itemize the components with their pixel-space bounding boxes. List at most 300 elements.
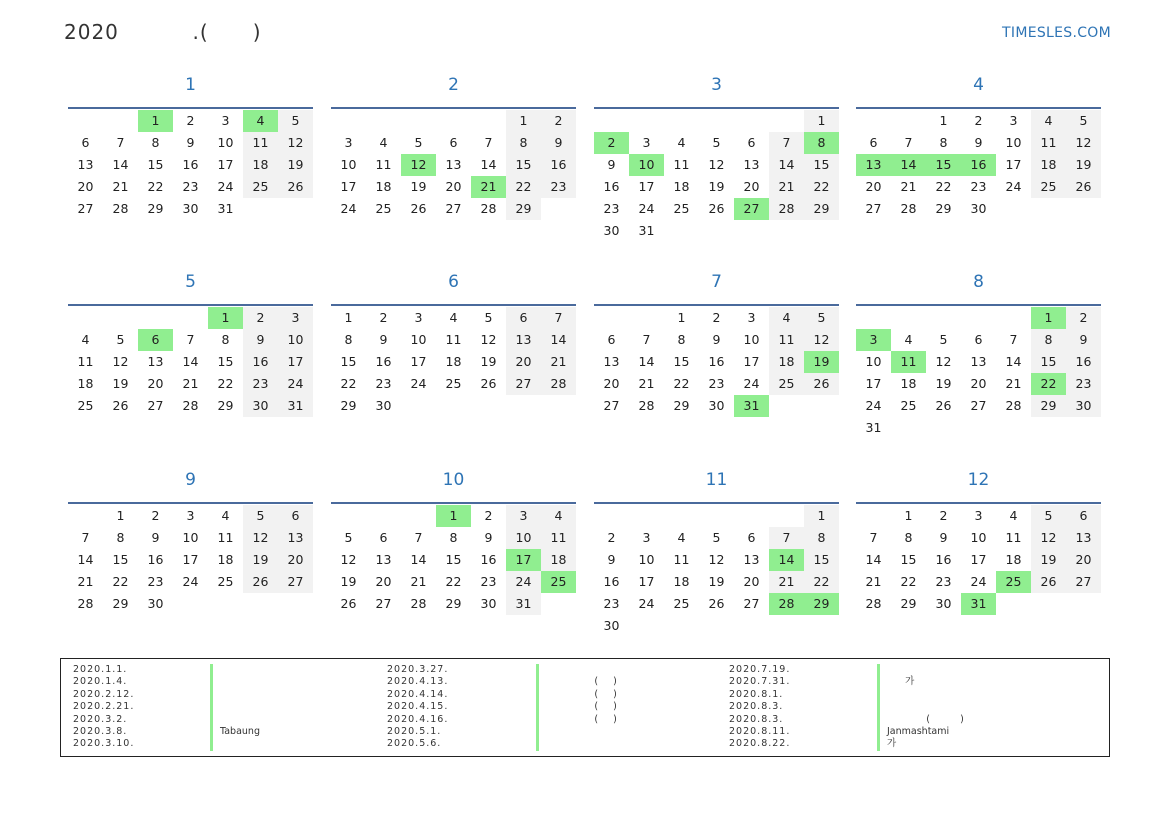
day-cell: 19	[243, 549, 278, 571]
day-cell: 23	[243, 373, 278, 395]
day-cell: 7	[484, 135, 493, 150]
empty-day-cell	[891, 110, 926, 132]
day-cell: 25	[673, 596, 690, 611]
month-3	[594, 74, 839, 242]
day-cell: 10	[278, 329, 313, 351]
month-divider	[594, 502, 839, 504]
holiday-day-cell: 1	[1031, 307, 1066, 329]
day-cell: 20	[743, 179, 760, 194]
empty-day-cell	[734, 505, 769, 527]
day-cell: 17	[970, 552, 987, 567]
day-cell: 6	[278, 505, 313, 527]
day-cell: 6	[506, 307, 541, 329]
day-cell: 17	[340, 179, 357, 194]
day-cell: 5	[484, 310, 493, 325]
day-cell: 11	[1005, 530, 1022, 545]
day-cell: 16	[603, 179, 620, 194]
legend-date: 2020.3.2.	[73, 713, 128, 725]
day-cell: 14	[182, 354, 199, 369]
day-cell: 4	[81, 332, 90, 347]
day-cell: 5	[278, 110, 313, 132]
day-cell: 18	[243, 154, 278, 176]
day-cell: 28	[865, 596, 882, 611]
day-cell: 27	[743, 596, 760, 611]
day-cell: 29	[340, 398, 357, 413]
day-cell: 22	[900, 574, 917, 589]
month-9	[68, 469, 313, 615]
day-cell: 18	[900, 376, 917, 391]
empty-day-cell	[471, 110, 506, 132]
legend-row	[61, 726, 1101, 738]
legend-column	[61, 664, 1101, 751]
day-cell: 29	[217, 398, 234, 413]
day-cell: 20	[603, 376, 620, 391]
legend-holiday-name: 가	[887, 738, 897, 750]
day-cell: 2	[712, 310, 721, 325]
day-cell: 24	[340, 201, 357, 216]
day-cell: 28	[410, 596, 427, 611]
month-divider	[594, 304, 839, 306]
holiday-day-cell: 31	[734, 395, 769, 417]
day-cell: 6	[974, 332, 983, 347]
day-cell: 27	[445, 201, 462, 216]
day-cell: 14	[410, 552, 427, 567]
day-cell: 17	[410, 354, 427, 369]
holiday-day-cell: 3	[856, 329, 891, 351]
day-cell: 5	[243, 505, 278, 527]
day-cell: 4	[677, 530, 686, 545]
day-cell: 14	[541, 329, 576, 351]
legend-holiday-name: ( )	[546, 713, 617, 725]
empty-day-cell	[996, 307, 1031, 329]
day-cell: 24	[638, 201, 655, 216]
day-cell: 13	[743, 552, 760, 567]
day-cell: 5	[116, 332, 125, 347]
empty-day-cell	[401, 505, 436, 527]
day-cell: 20	[278, 549, 313, 571]
legend-holiday-name: ( )	[887, 713, 964, 725]
day-cell: 8	[449, 530, 458, 545]
holiday-day-cell: 19	[804, 351, 839, 373]
legend-date: 2020.2.21.	[73, 701, 135, 713]
legend-row	[61, 701, 1101, 713]
day-cell: 25	[243, 176, 278, 198]
legend-date: 2020.1.1.	[73, 664, 128, 675]
day-cell: 13	[970, 354, 987, 369]
month-divider	[68, 304, 313, 306]
month-label: 12	[967, 470, 990, 490]
day-cell: 7	[81, 530, 90, 545]
day-cell: 3	[278, 307, 313, 329]
day-cell: 20	[445, 179, 462, 194]
day-cell: 3	[1009, 113, 1018, 128]
day-cell: 21	[77, 574, 94, 589]
day-cell: 27	[1066, 571, 1101, 593]
day-cell: 13	[506, 329, 541, 351]
day-cell: 9	[712, 332, 721, 347]
day-cell: 1	[677, 310, 686, 325]
month-label: 9	[185, 470, 196, 490]
day-cell: 15	[673, 354, 690, 369]
day-cell: 25	[77, 398, 94, 413]
day-cell: 11	[445, 332, 462, 347]
legend-row	[61, 714, 1101, 726]
day-cell: 19	[935, 376, 952, 391]
holiday-day-cell: 12	[401, 154, 436, 176]
day-cell: 15	[340, 354, 357, 369]
day-cell: 10	[970, 530, 987, 545]
day-cell: 20	[865, 179, 882, 194]
legend-date: 2020.1.4.	[73, 676, 128, 688]
day-cell: 22	[506, 176, 541, 198]
day-cell: 3	[642, 135, 651, 150]
day-cell: 3	[747, 310, 756, 325]
day-cell: 12	[1066, 132, 1101, 154]
legend-date: 2020.5.6.	[387, 738, 442, 750]
month-4	[856, 74, 1101, 220]
holiday-day-cell: 6	[138, 329, 173, 351]
day-cell: 10	[1005, 135, 1022, 150]
month-label: 2	[448, 75, 459, 95]
empty-day-cell	[856, 505, 891, 527]
day-cell: 12	[480, 332, 497, 347]
day-cell: 13	[375, 552, 392, 567]
day-cell: 22	[217, 376, 234, 391]
day-cell: 24	[410, 376, 427, 391]
day-grid	[856, 307, 1101, 439]
legend-date: 2020.8.11.	[729, 725, 791, 737]
holiday-day-cell: 1	[138, 110, 173, 132]
day-cell: 27	[970, 398, 987, 413]
day-cell: 12	[112, 354, 129, 369]
day-cell: 17	[743, 354, 760, 369]
day-cell: 17	[278, 351, 313, 373]
day-cell: 6	[81, 135, 90, 150]
legend-color-marker	[877, 714, 880, 726]
month-divider	[331, 304, 576, 306]
holiday-day-cell: 21	[471, 176, 506, 198]
legend-date: 2020.3.27.	[387, 664, 449, 675]
empty-day-cell	[856, 307, 891, 329]
day-cell: 4	[1031, 110, 1066, 132]
day-cell: 31	[865, 420, 882, 435]
day-cell: 5	[1066, 110, 1101, 132]
day-grid	[68, 307, 313, 417]
day-cell: 22	[935, 179, 952, 194]
month-6	[331, 271, 576, 417]
day-cell: 18	[673, 574, 690, 589]
day-cell: 17	[1005, 157, 1022, 172]
day-cell: 7	[904, 135, 913, 150]
day-cell: 30	[603, 223, 620, 238]
day-cell: 7	[414, 530, 423, 545]
day-cell: 16	[375, 354, 392, 369]
brand-logo[interactable]: TIMESLES.COM	[1002, 25, 1111, 41]
month-label: 4	[973, 75, 984, 95]
day-cell: 23	[970, 179, 987, 194]
day-cell: 4	[379, 135, 388, 150]
legend-row	[61, 664, 1101, 676]
day-cell: 9	[939, 530, 948, 545]
day-cell: 18	[77, 376, 94, 391]
empty-day-cell	[103, 307, 138, 329]
day-cell: 24	[743, 376, 760, 391]
day-cell: 3	[186, 508, 195, 523]
day-cell: 9	[484, 530, 493, 545]
day-cell: 31	[217, 201, 234, 216]
day-grid	[331, 505, 576, 615]
day-cell: 12	[243, 527, 278, 549]
day-cell: 6	[747, 135, 756, 150]
day-cell: 30	[935, 596, 952, 611]
day-cell: 17	[638, 574, 655, 589]
day-cell: 21	[541, 351, 576, 373]
day-cell: 6	[747, 530, 756, 545]
legend-holiday-name: Janmashtami	[887, 725, 950, 737]
day-cell: 21	[182, 376, 199, 391]
day-cell: 25	[445, 376, 462, 391]
day-cell: 14	[865, 552, 882, 567]
day-cell: 18	[1031, 154, 1066, 176]
day-cell: 31	[506, 593, 541, 615]
day-cell: 26	[804, 373, 839, 395]
empty-day-cell	[856, 110, 891, 132]
legend-date: 2020.4.13.	[387, 676, 449, 688]
day-cell: 19	[1066, 154, 1101, 176]
day-cell: 1	[939, 113, 948, 128]
empty-day-cell	[734, 110, 769, 132]
day-cell: 4	[449, 310, 458, 325]
day-cell: 11	[673, 552, 690, 567]
day-cell: 16	[708, 354, 725, 369]
day-cell: 10	[506, 527, 541, 549]
day-cell: 5	[712, 530, 721, 545]
day-cell: 22	[147, 179, 164, 194]
day-cell: 10	[340, 157, 357, 172]
month-divider	[594, 107, 839, 109]
day-cell: 15	[804, 154, 839, 176]
legend-holiday-name: 가	[887, 676, 915, 688]
day-cell: 2	[1066, 307, 1101, 329]
day-cell: 19	[278, 154, 313, 176]
day-cell: 23	[935, 574, 952, 589]
day-cell: 3	[221, 113, 230, 128]
day-cell: 13	[278, 527, 313, 549]
day-cell: 7	[769, 132, 804, 154]
empty-day-cell	[68, 307, 103, 329]
empty-day-cell	[699, 110, 734, 132]
day-cell: 16	[603, 574, 620, 589]
day-cell: 11	[769, 329, 804, 351]
empty-day-cell	[68, 505, 103, 527]
day-cell: 9	[974, 135, 983, 150]
holiday-day-cell: 29	[804, 593, 839, 615]
holiday-day-cell: 28	[769, 593, 804, 615]
holiday-day-cell: 15	[926, 154, 961, 176]
day-cell: 24	[506, 571, 541, 593]
legend-date: 2020.4.15.	[387, 701, 449, 713]
day-cell: 23	[147, 574, 164, 589]
day-cell: 26	[708, 596, 725, 611]
day-cell: 7	[869, 530, 878, 545]
empty-day-cell	[769, 505, 804, 527]
day-cell: 15	[900, 552, 917, 567]
day-cell: 18	[769, 351, 804, 373]
day-cell: 4	[221, 508, 230, 523]
day-cell: 2	[541, 110, 576, 132]
day-cell: 9	[1066, 329, 1101, 351]
day-cell: 12	[1031, 527, 1066, 549]
empty-day-cell	[594, 307, 629, 329]
day-cell: 23	[1066, 373, 1101, 395]
month-divider	[856, 304, 1101, 306]
day-cell: 26	[1066, 176, 1101, 198]
day-cell: 26	[410, 201, 427, 216]
empty-day-cell	[103, 110, 138, 132]
empty-day-cell	[138, 307, 173, 329]
day-cell: 3	[974, 508, 983, 523]
day-cell: 12	[278, 132, 313, 154]
day-cell: 16	[1066, 351, 1101, 373]
holiday-day-cell: 17	[506, 549, 541, 571]
day-cell: 21	[865, 574, 882, 589]
empty-day-cell	[926, 307, 961, 329]
day-cell: 18	[1005, 552, 1022, 567]
legend-color-marker	[877, 664, 880, 676]
empty-day-cell	[961, 307, 996, 329]
day-cell: 29	[506, 198, 541, 220]
day-cell: 1	[116, 508, 125, 523]
holiday-day-cell: 14	[769, 549, 804, 571]
day-cell: 9	[607, 157, 616, 172]
legend-date: 2020.8.3.	[729, 701, 784, 713]
empty-day-cell	[331, 110, 366, 132]
day-cell: 18	[673, 179, 690, 194]
day-cell: 5	[414, 135, 423, 150]
day-cell: 23	[182, 179, 199, 194]
day-cell: 8	[939, 135, 948, 150]
day-cell: 13	[77, 157, 94, 172]
day-cell: 9	[243, 329, 278, 351]
day-grid	[68, 110, 313, 220]
day-cell: 26	[935, 398, 952, 413]
legend-holiday-name: ( )	[546, 688, 617, 700]
day-cell: 6	[449, 135, 458, 150]
day-cell: 10	[638, 552, 655, 567]
day-cell: 2	[974, 113, 983, 128]
day-cell: 9	[186, 135, 195, 150]
day-cell: 25	[375, 201, 392, 216]
holiday-day-cell: 10	[629, 154, 664, 176]
day-cell: 27	[77, 201, 94, 216]
day-cell: 4	[541, 505, 576, 527]
day-cell: 14	[638, 354, 655, 369]
day-cell: 16	[182, 157, 199, 172]
day-cell: 5	[344, 530, 353, 545]
day-cell: 17	[217, 157, 234, 172]
empty-day-cell	[891, 307, 926, 329]
day-cell: 23	[603, 201, 620, 216]
day-cell: 23	[603, 596, 620, 611]
day-cell: 24	[638, 596, 655, 611]
day-cell: 2	[939, 508, 948, 523]
month-divider	[856, 107, 1101, 109]
day-cell: 21	[1005, 376, 1022, 391]
day-cell: 30	[182, 201, 199, 216]
day-cell: 11	[77, 354, 94, 369]
empty-day-cell	[436, 110, 471, 132]
day-cell: 27	[278, 571, 313, 593]
day-cell: 29	[1031, 395, 1066, 417]
day-cell: 10	[865, 354, 882, 369]
day-grid	[594, 307, 839, 417]
month-divider	[68, 107, 313, 109]
day-cell: 22	[673, 376, 690, 391]
day-cell: 8	[151, 135, 160, 150]
day-cell: 3	[414, 310, 423, 325]
day-cell: 16	[480, 552, 497, 567]
day-cell: 28	[1005, 398, 1022, 413]
day-cell: 1	[904, 508, 913, 523]
day-cell: 21	[410, 574, 427, 589]
day-cell: 6	[379, 530, 388, 545]
day-cell: 30	[243, 395, 278, 417]
legend-holiday-name: ( )	[546, 701, 617, 713]
day-cell: 18	[217, 552, 234, 567]
day-cell: 2	[484, 508, 493, 523]
day-cell: 20	[970, 376, 987, 391]
day-cell: 16	[935, 552, 952, 567]
legend-row	[61, 738, 1101, 750]
day-cell: 15	[506, 154, 541, 176]
day-cell: 2	[151, 508, 160, 523]
day-cell: 13	[603, 354, 620, 369]
empty-day-cell	[401, 110, 436, 132]
day-cell: 10	[410, 332, 427, 347]
month-2	[331, 74, 576, 220]
day-cell: 2	[607, 530, 616, 545]
legend-date: 2020.4.16.	[387, 713, 449, 725]
day-cell: 7	[1009, 332, 1018, 347]
day-cell: 8	[506, 132, 541, 154]
legend-date: 2020.2.12.	[73, 688, 135, 700]
day-cell: 2	[186, 113, 195, 128]
month-divider	[68, 502, 313, 504]
day-cell: 4	[1009, 508, 1018, 523]
day-cell: 11	[217, 530, 234, 545]
legend-color-marker	[877, 689, 880, 701]
day-cell: 12	[340, 552, 357, 567]
day-cell: 30	[147, 596, 164, 611]
day-cell: 3	[642, 530, 651, 545]
day-cell: 27	[375, 596, 392, 611]
day-grid	[856, 110, 1101, 220]
day-cell: 15	[112, 552, 129, 567]
holiday-day-cell: 25	[996, 571, 1031, 593]
empty-day-cell	[629, 505, 664, 527]
day-cell: 12	[708, 157, 725, 172]
day-cell: 26	[340, 596, 357, 611]
day-cell: 24	[865, 398, 882, 413]
day-cell: 9	[541, 132, 576, 154]
day-cell: 20	[506, 351, 541, 373]
day-cell: 2	[379, 310, 388, 325]
empty-day-cell	[769, 110, 804, 132]
day-cell: 21	[638, 376, 655, 391]
day-cell: 5	[939, 332, 948, 347]
legend-holiday-name: ( )	[546, 676, 617, 688]
day-cell: 22	[804, 176, 839, 198]
